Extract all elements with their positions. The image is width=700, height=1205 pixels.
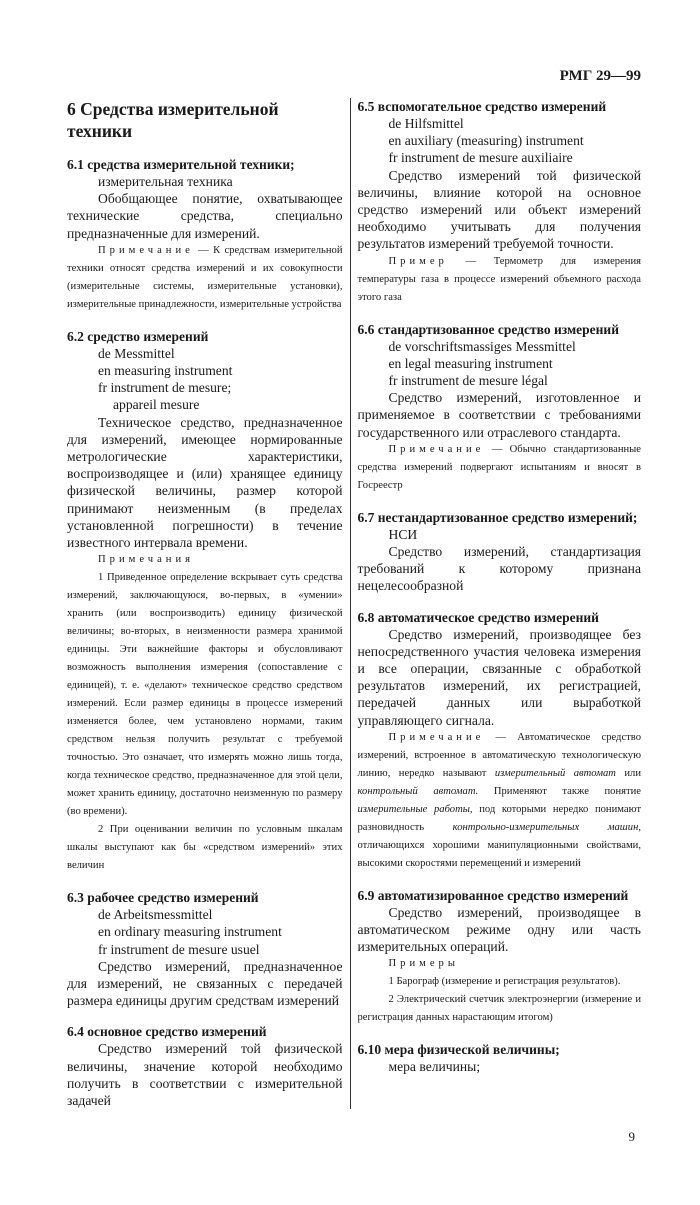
term-fr: fr instrument de mesure légal <box>388 373 548 389</box>
term-fr: fr instrument de mesure auxiliaire <box>388 150 573 166</box>
note-text: — К средствам измерительной техники относят средства измерений и их совокупности (измерительные системы, измерительные установки), измерительные принадлежности, измерительные устройства <box>67 244 343 310</box>
term-title: 6.4 основное средство измерений <box>67 1024 267 1040</box>
note-label: Примечание <box>98 244 194 256</box>
section-6-2 <box>67 328 343 875</box>
definition: Средство измерений, предназначенное для измерений, не связанных с передачей размера единицы другим средствам измерений <box>67 958 343 1009</box>
document-code: РМГ 29—99 <box>559 68 641 84</box>
section-6-6 <box>358 321 642 495</box>
right-column <box>350 98 642 1109</box>
definition: Средство измерений той физической величины, влияние которой на основное средство измерений или объект измерений необходимо учитывать для получения результатов измерений требуемой точности. <box>357 167 641 252</box>
term-title: 6.10 мера физической величины; <box>357 1042 560 1058</box>
term-title: 6.3 рабочее средство измерений <box>67 890 259 906</box>
section-6-4 <box>67 1023 343 1109</box>
section-6-3 <box>67 889 343 1009</box>
term-de: de Hilfsmittel <box>388 116 464 131</box>
definition: Средство измерений, стандартизация требований к которому признана нецелесообразной <box>357 544 641 594</box>
term-en: en auxiliary (measuring) instrument <box>388 133 584 149</box>
left-column <box>67 98 350 1109</box>
example-2: 2 Электрический счетчик электроэнергии (измерение и регистрация данных нарастающим итогом) <box>357 994 641 1024</box>
page-number: 9 <box>628 1129 635 1145</box>
note-label: Примечание <box>388 443 485 455</box>
term-synonym: НСИ <box>388 526 418 542</box>
note-text: Применяют также понятие <box>478 785 641 797</box>
term-fr-alt: appareil mesure <box>113 397 200 413</box>
definition: Средство измерений, изготовленное и применяемое в соответствии с требованиями государственного или отраслевого стандарта. <box>357 390 641 440</box>
chapter-title: 6 Средства измерительной техники <box>67 99 279 141</box>
term-title: 6.5 вспомогательное средство измерений <box>357 99 607 114</box>
note-text: — Обычно стандартизованные средства измерений подвергают испытаниям и вносят в Госреестр <box>357 443 641 491</box>
term-de: de Messmittel <box>98 345 175 361</box>
section-6-8 <box>358 609 642 873</box>
note-italic-term: измерительные работы <box>357 803 470 815</box>
example-label: Пример <box>388 255 448 267</box>
note-text: , под которыми нередко понимают разновидность <box>357 803 642 833</box>
note-italic-term: измерительный автомат <box>494 767 616 779</box>
chapter-heading-block <box>67 98 343 142</box>
term-de: de vorschriftsmassiges Messmittel <box>388 338 576 354</box>
definition: Средство измерений той физической величины, значение которой необходимо получить в соответствии с измерительной задачей <box>67 1041 343 1109</box>
note-label: Примечание <box>388 731 485 743</box>
note-italic-term: контрольный автомат. <box>357 785 479 797</box>
note-text: — Автоматическое средство измерений, встроенное в автоматическую технологическую линию, нередко называют <box>357 731 642 779</box>
term-de: de Arbeitsmessmittel <box>98 907 213 923</box>
two-column-body <box>67 98 641 1109</box>
definition: Обобщающее понятие, охватывающее технические средства, специально предназначенные для измерений. <box>67 191 343 241</box>
definition: Техническое средство, предназначенное для измерений, имеющее нормированные метрологические характеристики, воспроизводящее и (или) хранящее единицу физической величины, размер которой принимают неизменным (в пределах установленной погрешности) в течение известного интервала времени. <box>67 414 343 551</box>
note <box>67 242 343 314</box>
term-synonym: мера величины; <box>388 1059 481 1075</box>
note-2: 2 При оценивании величин по условным шкалам шкалы выступают как бы «средством измерений» этих величин <box>67 824 343 872</box>
term-title: 6.9 автоматизированное средство измерений <box>357 887 629 903</box>
examples-label: Примеры <box>388 958 459 970</box>
example <box>358 253 642 307</box>
note-italic-term: контрольно-измерительных машин <box>452 821 639 833</box>
section-6-1 <box>67 156 343 314</box>
term-en: en legal measuring instrument <box>388 355 553 371</box>
term-fr: fr instrument de mesure usuel <box>98 941 260 957</box>
example-1: 1 Барограф (измерение и регистрация результатов). <box>388 976 621 988</box>
note-text: или <box>615 767 641 779</box>
term-synonym: измерительная техника <box>98 174 233 189</box>
term-fr: fr instrument de mesure; <box>98 380 232 396</box>
term-en: en measuring instrument <box>98 363 233 379</box>
section-6-9 <box>358 887 642 1028</box>
term-title: 6.7 нестандартизованное средство измерений; <box>357 509 638 525</box>
note-1: 1 Приведенное определение вскрывает суть средства измерений, заключающуюся, во-первых, в «умении» хранить (или воспроизводить) единицу физической величины; во-вторых, в неизменности размера хранимой единицы. Эти важнейшие факторы и обусловливают возможность выполнения измерения (сопоставление с единицей), т. е. «делают» техническое средство средством измерений. Если размер единицы в процессе измерений изменяется более, чем установлено нормами, таким средством нельзя получить результат с требуемой точностью. Это означает, что измерять можно лишь тогда, когда техническое средство, предназначенное для этой цели, может хранить единицу, достаточно неизменную по размеру (во времени). <box>67 572 343 818</box>
note <box>358 729 642 873</box>
note-text: , отличающихся хорошими манипуляционными свойствами, высокими скоростями перемещений и измерений <box>357 821 641 869</box>
note <box>358 441 642 495</box>
example-text: — Термометр для измерения температуры газа в процессе измерений объемного расхода этого газа <box>357 255 641 303</box>
section-6-5 <box>358 98 642 307</box>
term-title: 6.6 стандартизованное средство измерений <box>357 321 619 337</box>
term-en: en ordinary measuring instrument <box>98 924 282 940</box>
section-6-10 <box>358 1041 642 1075</box>
definition: Средство измерений, производящее в автоматическом режиме одну или часть измерительных операций. <box>357 904 641 955</box>
section-6-7 <box>358 509 642 595</box>
term-title: 6.8 автоматическое средство измерений <box>357 609 599 625</box>
term-title: 6.2 средство измерений <box>67 328 209 344</box>
notes-label: Примечания <box>98 554 194 566</box>
definition: Средство измерений, производящее без непосредственного участия человека измерения и все операции, связанные с обработкой результатов измерений, их регистрацией, передачей данных или выработкой управляющего сигнала. <box>357 626 641 728</box>
term-title: 6.1 средства измерительной техники; <box>67 157 295 172</box>
